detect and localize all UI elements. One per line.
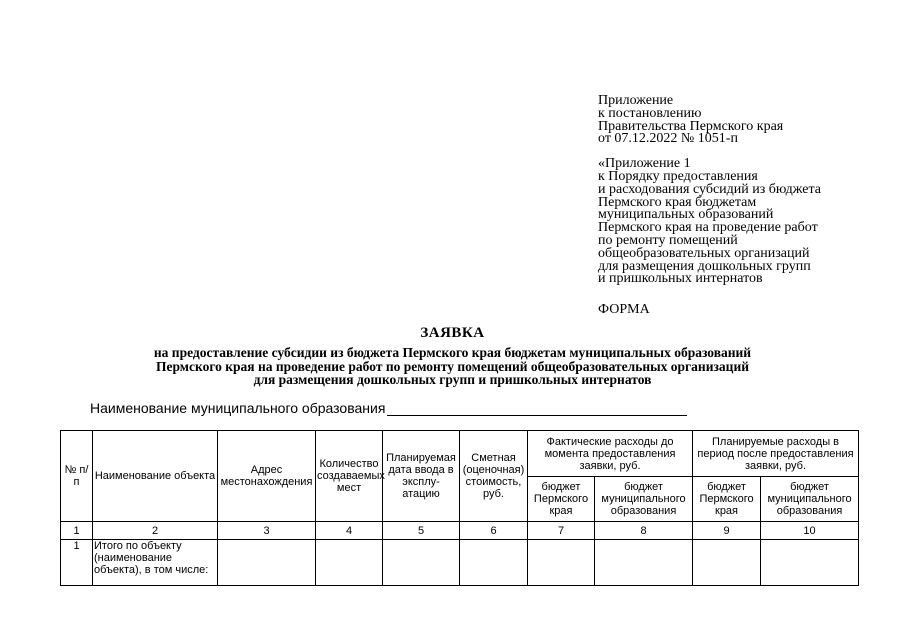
application-table	[60, 430, 859, 586]
column-number: 10	[761, 522, 859, 540]
document-subtitle	[0, 346, 905, 387]
column-number: 5	[383, 522, 460, 540]
header-planned-date: Планируемая дата ввода в эксплу-атацию	[383, 431, 460, 522]
row-num: 1	[61, 540, 93, 586]
column-number: 8	[595, 522, 693, 540]
document-title: ЗАЯВКА	[420, 325, 485, 341]
order-line: Пермского края на проведение работ	[598, 220, 818, 236]
appendix-line: Приложение	[598, 93, 674, 108]
column-number: 2	[93, 522, 218, 540]
column-number: 6	[460, 522, 528, 540]
order-line: муниципальных образований	[598, 207, 774, 223]
header-planned-perm: бюджет Пермского края	[693, 477, 761, 522]
header-row	[61, 431, 859, 477]
header-places: Количество создаваемых мест	[316, 431, 383, 522]
header-actual-group: Фактические расходы до момента предоставления заявки, руб.	[528, 431, 693, 477]
order-line: и пришкольных интернатов	[598, 271, 763, 287]
form-label: ФОРМА	[598, 302, 650, 317]
row-actual-muni[interactable]	[595, 540, 693, 586]
order-line: к Порядку предоставления	[598, 168, 758, 184]
order-line: Пермского края бюджетам	[598, 194, 757, 210]
header-object: Наименование объекта	[93, 431, 218, 522]
order-line: общеобразовательных организаций	[598, 245, 810, 261]
row-estimate[interactable]	[460, 540, 528, 586]
order-line: для размещения дошкольных групп	[598, 258, 811, 274]
header-planned-group: Планируемые расходы в период после предоставления заявки, руб.	[693, 431, 859, 477]
header-actual-perm: бюджет Пермского края	[528, 477, 595, 522]
appendix-line: от 07.12.2022 № 1051-п	[598, 131, 738, 147]
column-number: 4	[316, 522, 383, 540]
subtitle-line: Пермского края на проведение работ по ремонту помещений общеобразовательных организаций	[156, 358, 749, 374]
header-estimate: Сметная (оценочная) стоимость, руб.	[460, 431, 528, 522]
subtitle-line: на предоставление субсидии из бюджета Пермского края бюджетам муниципальных образований	[153, 345, 752, 360]
row-actual-perm[interactable]	[528, 540, 595, 586]
order-line: по ремонту помещений	[598, 232, 738, 248]
row-planned-muni[interactable]	[761, 540, 859, 586]
column-number: 3	[218, 522, 316, 540]
appendix-line: к постановлению	[598, 105, 702, 121]
appendix-line: Правительства Пермского края	[598, 118, 784, 134]
header-actual-muni: бюджет муниципального образования	[595, 477, 693, 522]
header-num: № п/п	[61, 431, 93, 522]
municipality-field	[90, 400, 687, 416]
column-number: 7	[528, 522, 595, 540]
row-planned-perm[interactable]	[693, 540, 761, 586]
header-address: Адрес местонахождения	[218, 431, 316, 522]
municipality-input-line[interactable]	[387, 402, 687, 416]
order-line: и расходования субсидий из бюджета	[598, 181, 821, 197]
municipality-label: Наименование муниципального образования	[90, 400, 386, 416]
row-places[interactable]	[316, 540, 383, 586]
row-planned-date[interactable]	[383, 540, 460, 586]
table-row	[61, 540, 859, 586]
appendix-block	[598, 95, 821, 286]
order-line: «Приложение 1	[598, 156, 691, 172]
column-number-row	[61, 522, 859, 540]
column-number: 1	[61, 522, 93, 540]
header-planned-muni: бюджет муниципального образования	[761, 477, 859, 522]
row-object: Итого по объекту (наименование объекта), в том числе:	[93, 540, 218, 586]
column-number: 9	[693, 522, 761, 540]
subtitle-line: для размещения дошкольных групп и пришкольных интернатов	[253, 372, 652, 387]
row-address[interactable]	[218, 540, 316, 586]
